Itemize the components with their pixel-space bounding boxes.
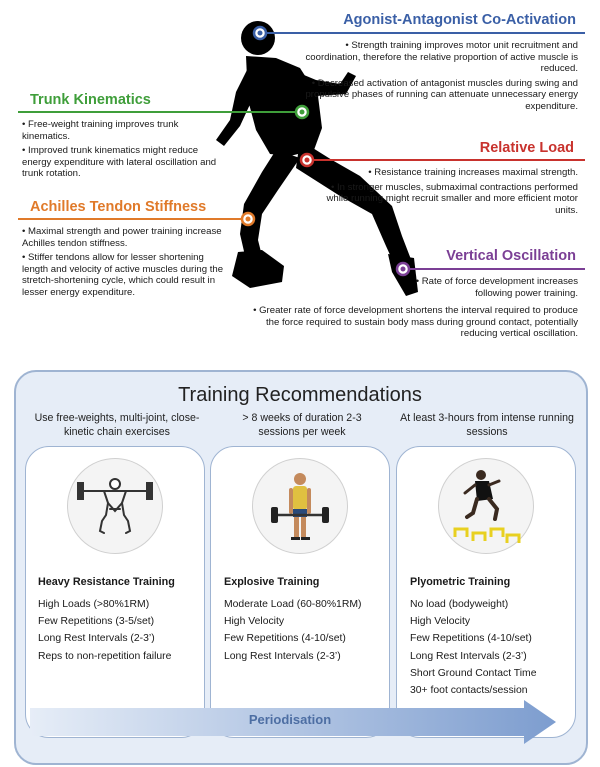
list-item: Few Repetitions (4-10/set) bbox=[224, 633, 346, 645]
agonist-bullets bbox=[296, 40, 578, 116]
achilles-bullets bbox=[22, 226, 228, 302]
list-item: • Free-weight training improves trunk kinematics. bbox=[22, 119, 179, 142]
list-item: Reps to non-repetition failure bbox=[38, 650, 172, 662]
relative-heading: Relative Load bbox=[479, 140, 574, 156]
trunk-bullets bbox=[22, 119, 227, 183]
plyometric-list bbox=[410, 596, 536, 699]
explosive-list bbox=[224, 596, 361, 665]
list-item: Long Rest Intervals (2-3’) bbox=[38, 633, 155, 645]
list-item: No load (bodyweight) bbox=[410, 599, 509, 610]
agonist-heading: Agonist-Antagonist Co-Activation bbox=[343, 12, 576, 28]
list-item: • Improved trunk kinematics might reduce energy expenditure with lateral oscillation and trunk rotation. bbox=[22, 145, 217, 180]
plyometric-image bbox=[438, 458, 534, 554]
list-item: • Strength training improves motor unit recruitment and coordination, therefore the relative proportion of active muscle is reduced. bbox=[305, 40, 578, 75]
list-item: • Greater rate of force development shortens the interval required to produce the force required to sustain body mass during ground contact, potentially reducing vertical oscillation. bbox=[253, 305, 578, 340]
list-item: • Rate of force development increases following power training. bbox=[415, 276, 578, 299]
deadlift-image bbox=[252, 458, 348, 554]
list-item: • Maximal strength and power training increase Achilles tendon stiffness. bbox=[22, 226, 222, 249]
vertical-heading: Vertical Oscillation bbox=[446, 248, 576, 264]
vertical-bullets-2 bbox=[238, 305, 578, 343]
heavy-resistance-list bbox=[38, 596, 171, 665]
hurdle-jump-icon bbox=[439, 459, 533, 553]
list-item: • Stiffer tendons allow for lesser shortening length and velocity of active muscles during the stretch-shortening cycle, which could result in lesser energy expenditure. bbox=[22, 252, 224, 298]
relative-bullets bbox=[316, 167, 578, 219]
subheader-timing: At least 3-hours from intense running sessions bbox=[400, 412, 574, 438]
list-item: High Loads (>80%1RM) bbox=[38, 599, 150, 610]
list-item: High Velocity bbox=[410, 616, 471, 628]
barbell-squat-icon bbox=[68, 459, 162, 553]
squat-image bbox=[67, 458, 163, 554]
list-item: High Velocity bbox=[224, 616, 285, 628]
subheader-free-weights: Use free-weights, multi-joint, close-kinetic chain exercises bbox=[34, 412, 200, 438]
barbell-lift-icon bbox=[253, 459, 347, 553]
list-item: • Resistance training increases maximal strength. bbox=[368, 167, 578, 178]
list-item: Long Rest Intervals (2-3’) bbox=[410, 650, 527, 662]
plyometric-title: Plyometric Training bbox=[410, 576, 511, 588]
list-item: 30+ foot contacts/session bbox=[410, 685, 528, 697]
list-item: Few Repetitions (4-10/set) bbox=[410, 633, 532, 645]
list-item: • Decreased activation of antagonist muscles during swing and propulsive phases of running can attenuate unnecessary energy expenditure. bbox=[305, 77, 578, 112]
explosive-title: Explosive Training bbox=[224, 576, 320, 588]
list-item: Moderate Load (60-80%1RM) bbox=[224, 599, 362, 610]
list-item: • In stronger muscles, submaximal contractions performed while running might recruit smaller and more efficient motor units. bbox=[326, 181, 578, 216]
heavy-resistance-title: Heavy Resistance Training bbox=[38, 576, 175, 588]
training-recommendations-title: Training Recommendations bbox=[178, 384, 422, 406]
list-item: Few Repetitions (3-5/set) bbox=[38, 616, 155, 628]
subheader-duration: > 8 weeks of duration 2-3 sessions per week bbox=[242, 412, 362, 438]
periodisation-label: Periodisation bbox=[248, 712, 332, 727]
list-item: Short Ground Contact Time bbox=[410, 667, 537, 679]
vertical-bullets-1 bbox=[408, 276, 578, 302]
achilles-heading: Achilles Tendon Stiffness bbox=[30, 199, 207, 215]
list-item: Long Rest Intervals (2-3’) bbox=[224, 650, 341, 662]
trunk-heading: Trunk Kinematics bbox=[30, 92, 151, 108]
